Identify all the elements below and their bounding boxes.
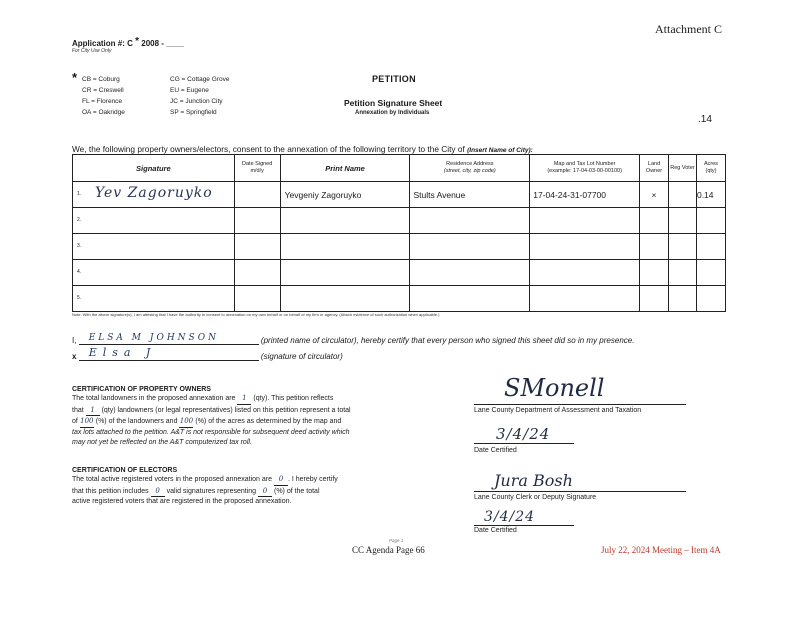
signature-cell[interactable] xyxy=(73,182,235,208)
row-number: 3. xyxy=(77,243,82,249)
application-number xyxy=(72,36,184,48)
application-prefix: C xyxy=(127,39,133,48)
circulator-printed-label: (printed name of circulator), hereby certify that every person who signed this sheet did so in my presence. xyxy=(260,336,635,345)
consent-statement xyxy=(72,144,533,154)
reg-voter-cell[interactable] xyxy=(669,286,697,312)
percent-voters[interactable]: 0 xyxy=(258,486,272,498)
assessor-date-field[interactable] xyxy=(474,421,574,444)
application-label: Application #: xyxy=(72,39,125,48)
date-cell[interactable] xyxy=(234,208,280,234)
address-cell[interactable] xyxy=(410,286,530,312)
electors-cert-body: The total active registered voters in the proposed annexation are 0 . I hereby certify that this petition includes 0 valid signatures representing 0 (%) of the total active registered voters that are registered in the proposed annexation. xyxy=(72,475,338,505)
owners-cert-body: The total landowners in the proposed annexation are 1 (qty). This petition reflects that 1 (qty) landowners (or legal representatives) listed on this petition represent a total of 100 (%) of the landowners and 100 (%) of the acres as determined by the map and tax lots attached to the petition. A&T is not responsible for subsequent deed activity which may not yet be reflected on the A&T computerized tax roll. xyxy=(72,394,351,446)
circulator-signature-line xyxy=(72,348,343,361)
reg-voter-cell[interactable] xyxy=(669,260,697,286)
acres-cell[interactable] xyxy=(696,208,725,234)
attachment-label: Attachment C xyxy=(655,22,722,36)
circulator-signature-handwritten: Elsa J xyxy=(88,346,157,359)
header-signature: Signature xyxy=(73,155,235,182)
clerk-date-field[interactable] xyxy=(474,507,574,526)
signature-cell[interactable] xyxy=(73,208,235,234)
reg-voter-cell[interactable] xyxy=(669,208,697,234)
date-cell[interactable] xyxy=(234,260,280,286)
row-number: 2. xyxy=(77,217,82,223)
clerk-date-handwritten: 3/4/24 xyxy=(484,509,536,525)
table-row xyxy=(73,182,726,208)
clerk-date-block xyxy=(474,507,574,534)
signature-handwritten: Yev Zagoruyko xyxy=(95,185,213,201)
consent-text: We, the following property owners/electors, consent to the annexation of the following territory to the City of xyxy=(72,144,465,154)
table-row xyxy=(73,260,726,286)
acres-cell[interactable]: 0.14 xyxy=(696,182,725,208)
city-use-note: For City Use Only xyxy=(72,48,112,54)
electors-certification xyxy=(72,467,452,508)
signature-cell[interactable] xyxy=(73,234,235,260)
row-number: 4. xyxy=(77,269,82,275)
circulator-prefix: I, xyxy=(72,336,77,345)
date-cell[interactable] xyxy=(234,286,280,312)
assessor-date-block xyxy=(474,421,574,454)
electors-cert-heading: CERTIFICATION OF ELECTORS xyxy=(72,467,178,474)
taxlot-cell[interactable] xyxy=(530,286,640,312)
header-reg-voter: Reg Voter xyxy=(669,155,697,182)
date-cell[interactable] xyxy=(234,234,280,260)
petition-title: PETITION xyxy=(372,74,416,84)
address-cell[interactable]: Stults Avenue xyxy=(410,182,530,208)
consent-insert-city: (Insert Name of City): xyxy=(467,147,533,154)
valid-signatures[interactable]: 0 xyxy=(151,486,165,498)
address-cell[interactable] xyxy=(410,234,530,260)
row-number: 5. xyxy=(77,295,82,301)
petition-sheet-title: Petition Signature Sheet xyxy=(344,98,443,108)
taxlot-cell[interactable] xyxy=(530,208,640,234)
code-item: JC = Junction City xyxy=(170,98,223,105)
code-item: EU = Eugene xyxy=(170,87,209,94)
clerk-label: Lane County Clerk or Deputy Signature xyxy=(474,494,597,501)
assessor-date-handwritten: 3/4/24 xyxy=(496,425,551,443)
circulator-signature-label: (signature of circulator) xyxy=(260,352,343,361)
assessor-signature-field[interactable] xyxy=(474,364,686,405)
print-name-cell[interactable] xyxy=(280,234,410,260)
owners-certification xyxy=(72,386,452,449)
table-row xyxy=(73,208,726,234)
meeting-item: July 22, 2024 Meeting – Item 4A xyxy=(601,545,721,555)
address-cell[interactable] xyxy=(410,260,530,286)
circulator-name-handwritten: ELSA M JOHNSON xyxy=(88,333,219,343)
table-header-row xyxy=(73,155,726,182)
signature-cell[interactable] xyxy=(73,260,235,286)
land-owner-cell[interactable]: × xyxy=(640,182,669,208)
print-name-cell[interactable] xyxy=(280,208,410,234)
reg-voter-cell[interactable] xyxy=(669,182,697,208)
petition-table xyxy=(72,154,726,312)
side-note: .14 xyxy=(698,114,712,125)
assessor-date-label: Date Certified xyxy=(474,447,517,454)
address-cell[interactable] xyxy=(410,208,530,234)
header-print-name: Print Name xyxy=(280,155,410,182)
landowners-reflected[interactable]: 1 xyxy=(86,405,100,417)
percent-owners[interactable]: 100 xyxy=(80,416,94,428)
header-residence-address: Residence Address (street, city, zip code) xyxy=(410,155,530,182)
land-owner-cell[interactable] xyxy=(640,208,669,234)
row-number: 1. xyxy=(77,191,82,197)
reg-voter-cell[interactable] xyxy=(669,234,697,260)
assessor-signature-handwritten: SMonell xyxy=(504,374,605,402)
clerk-block xyxy=(474,467,686,501)
print-name-cell[interactable]: Yevgeniy Zagoruyko xyxy=(280,182,410,208)
header-land-owner: Land Owner xyxy=(640,155,669,182)
acres-cell[interactable] xyxy=(696,234,725,260)
circulator-x: x xyxy=(72,352,77,361)
authority-note: Note: With the above signature(s), I am attesting that I have the authority to consent to annexation on my own behalf or on behalf of my firm or agency. (Attach evidence of such authorization when applicable.) xyxy=(72,312,440,317)
acres-cell[interactable] xyxy=(696,260,725,286)
clerk-date-label: Date Certified xyxy=(474,527,517,534)
land-owner-cell[interactable] xyxy=(640,260,669,286)
percent-acres[interactable]: 100 xyxy=(179,416,193,428)
code-item: SP = Springfield xyxy=(170,109,217,116)
page-number-small: Page 1 xyxy=(389,538,404,543)
taxlot-cell[interactable] xyxy=(530,260,640,286)
owners-cert-heading: CERTIFICATION OF PROPERTY OWNERS xyxy=(72,386,211,393)
clerk-signature-handwritten: Jura Bosh xyxy=(494,471,573,490)
taxlot-cell[interactable] xyxy=(530,234,640,260)
application-year: 2008 - ____ xyxy=(141,39,184,48)
date-cell[interactable] xyxy=(234,182,280,208)
code-item: FL = Florence xyxy=(82,98,123,105)
header-map-tax-lot: Map and Tax Lot Number (example: 17-04-03-00-00100) xyxy=(530,155,640,182)
signature-cell[interactable] xyxy=(73,286,235,312)
taxlot-cell[interactable]: 17-04-24-31-07700 xyxy=(530,182,640,208)
petition-subtitle: Annexation by Individuals xyxy=(355,110,430,116)
assessor-block xyxy=(474,364,686,414)
acres-cell[interactable] xyxy=(696,286,725,312)
code-item: OA = Oakridge xyxy=(82,109,125,116)
print-name-cell[interactable] xyxy=(280,260,410,286)
code-item: CB = Coburg xyxy=(82,76,120,83)
registered-voters-count[interactable]: 0 xyxy=(274,474,288,486)
header-acres: Acres (qty) xyxy=(696,155,725,182)
circulator-name-field[interactable] xyxy=(79,332,259,345)
header-date-signed: Date Signed m/d/y xyxy=(234,155,280,182)
circulator-signature-field[interactable] xyxy=(79,348,259,361)
land-owner-cell[interactable] xyxy=(640,234,669,260)
print-name-cell[interactable] xyxy=(280,286,410,312)
table-row xyxy=(73,286,726,312)
code-item: CR = Creswell xyxy=(82,87,124,94)
code-item: CG = Cottage Grove xyxy=(170,76,230,83)
assessor-label: Lane County Department of Assessment and Taxation xyxy=(474,407,642,414)
city-codes-left xyxy=(82,74,125,118)
codes-star: * xyxy=(72,70,78,85)
table-row xyxy=(73,234,726,260)
land-owner-cell[interactable] xyxy=(640,286,669,312)
agenda-page: CC Agenda Page 66 xyxy=(352,545,425,555)
clerk-signature-field[interactable] xyxy=(474,467,686,492)
landowners-count[interactable]: 1 xyxy=(237,393,251,405)
application-star: * xyxy=(135,36,140,47)
circulator-name-line xyxy=(72,332,634,345)
city-codes-right xyxy=(170,74,229,118)
